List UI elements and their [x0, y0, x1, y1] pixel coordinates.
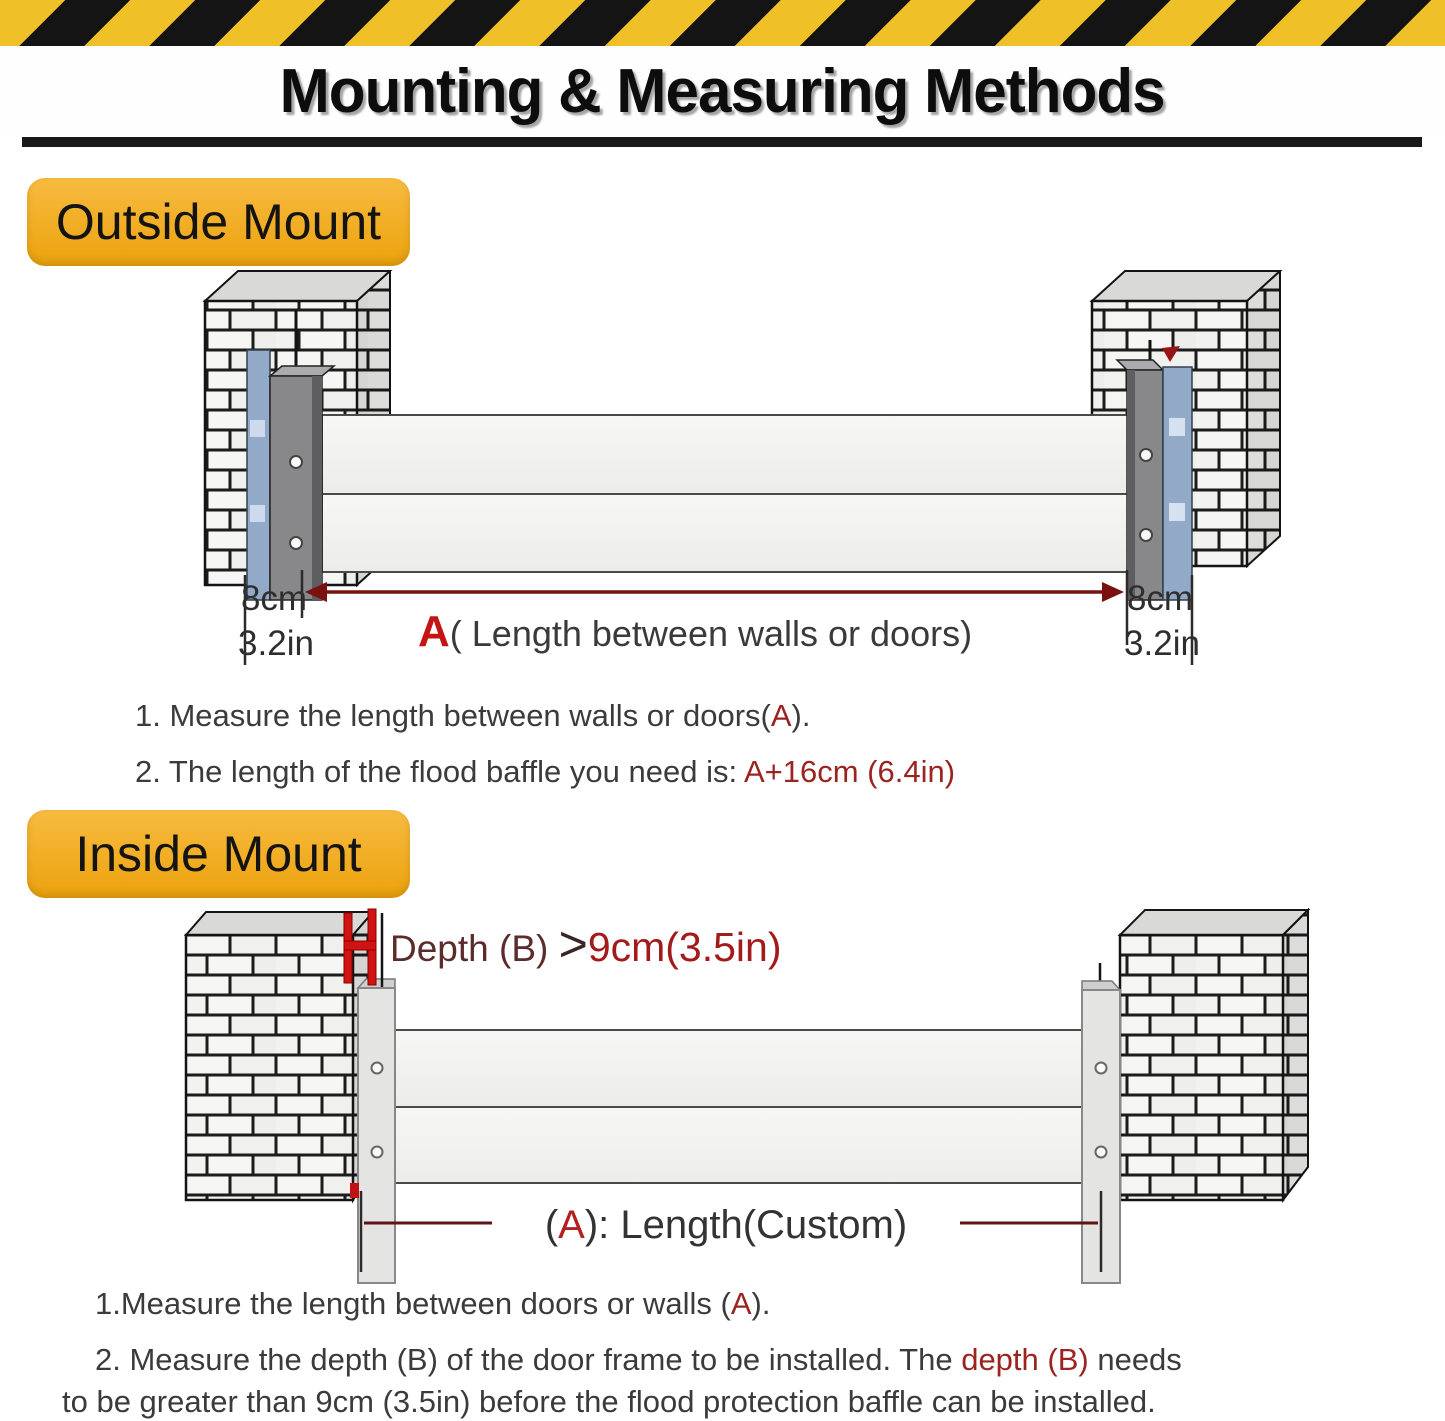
screw-hole	[372, 1147, 383, 1158]
screw-hole	[1096, 1063, 1107, 1074]
length-custom-label	[545, 1203, 907, 1247]
instruction-text: ).	[791, 698, 811, 733]
screw-hole	[372, 1063, 383, 1074]
length-a-letter: A	[558, 1203, 585, 1247]
arrowhead-right	[1102, 582, 1124, 602]
screw-hole	[1140, 449, 1152, 461]
left-offset-inch: 3.2in	[238, 624, 314, 663]
left-pillar-front-face	[186, 935, 353, 1200]
outside-mount-label-text: Outside Mount	[55, 194, 382, 250]
instruction-highlight: depth (B)	[961, 1342, 1089, 1377]
screw-hole	[290, 537, 302, 549]
right-pillar-side-shade	[1247, 271, 1280, 566]
inside-instruction-1	[95, 1286, 770, 1322]
depth-label-text: Depth (B)	[390, 928, 559, 969]
red-base-marker	[350, 1183, 359, 1198]
length-a-letter: A	[418, 607, 450, 656]
left-mounting-channel	[358, 988, 395, 1283]
instruction-highlight: A+16cm (6.4in)	[743, 754, 956, 789]
instruction-text: ).	[751, 1286, 771, 1321]
inside-instruction-2	[95, 1342, 1182, 1378]
left-seal-mark-2	[250, 505, 265, 522]
instruction-text: to be greater than 9cm (3.5in) before the flood protection baffle can be installed.	[62, 1384, 1156, 1419]
screw-hole	[1096, 1147, 1107, 1158]
right-pillar-front-face	[1120, 935, 1283, 1200]
depth-bracket-cross-bar	[344, 941, 376, 950]
inside-mount-label-text: Inside Mount	[75, 826, 362, 882]
instruction-highlight: A	[730, 1286, 752, 1321]
instruction-text: 1. Measure the length between walls or doors(	[135, 698, 771, 733]
length-caption: ): Length(Custom)	[584, 1203, 908, 1247]
right-pillar-side-shade	[1283, 910, 1308, 1200]
screw-hole	[290, 456, 302, 468]
depth-dimension-label	[390, 916, 782, 972]
inside-mount-label	[27, 810, 410, 898]
inside-instruction-2-continued	[62, 1384, 1156, 1420]
barrier-panel-top	[395, 1030, 1082, 1107]
left-seal-strip	[247, 350, 270, 600]
right-offset-inch: 3.2in	[1124, 624, 1200, 663]
page-title: Mounting & Measuring Methods	[280, 57, 1165, 126]
left-offset-cm: 8cm	[240, 579, 308, 618]
inside-mount-diagram	[0, 895, 1445, 1295]
right-seal-strip	[1163, 367, 1192, 600]
barrier-panel-bottom	[395, 1107, 1082, 1183]
hazard-stripe-banner	[0, 0, 1445, 46]
right-pillar-top-face	[1120, 910, 1308, 935]
barrier-panel-top	[322, 415, 1140, 494]
right-seal-mark-2	[1169, 503, 1185, 521]
length-open-paren: (	[544, 1203, 559, 1247]
left-channel-edge	[312, 376, 322, 600]
instruction-text: 1.Measure the length between doors or walls (	[95, 1286, 731, 1321]
header-divider	[22, 137, 1422, 147]
right-offset-cm: 8cm	[1126, 579, 1194, 618]
right-channel-edge	[1127, 370, 1135, 600]
outside-mount-label	[27, 178, 410, 266]
screw-hole	[1140, 529, 1152, 541]
barrier-panel-bottom	[322, 494, 1140, 572]
length-a-caption: ( Length between walls or doors)	[449, 613, 973, 654]
instruction-text: needs	[1088, 1342, 1182, 1377]
instruction-highlight: A	[770, 698, 792, 733]
left-channel-top-cap	[270, 366, 334, 376]
instruction-text: 2. The length of the flood baffle you need is:	[135, 754, 744, 789]
right-seal-mark-1	[1169, 418, 1185, 436]
outside-instruction-2	[135, 754, 955, 790]
outside-mount-diagram	[0, 270, 1445, 670]
instruction-text: 2. Measure the depth (B) of the door frame to be installed. The	[95, 1342, 962, 1377]
depth-value-text: 9cm(3.5in)	[587, 924, 782, 970]
length-a-dimension-label	[418, 607, 972, 656]
right-channel-top-cap	[1082, 981, 1120, 990]
greater-than-sign: >	[558, 916, 588, 972]
outside-instruction-1	[135, 698, 810, 734]
left-seal-mark-1	[250, 420, 265, 437]
title-band	[0, 46, 1445, 137]
